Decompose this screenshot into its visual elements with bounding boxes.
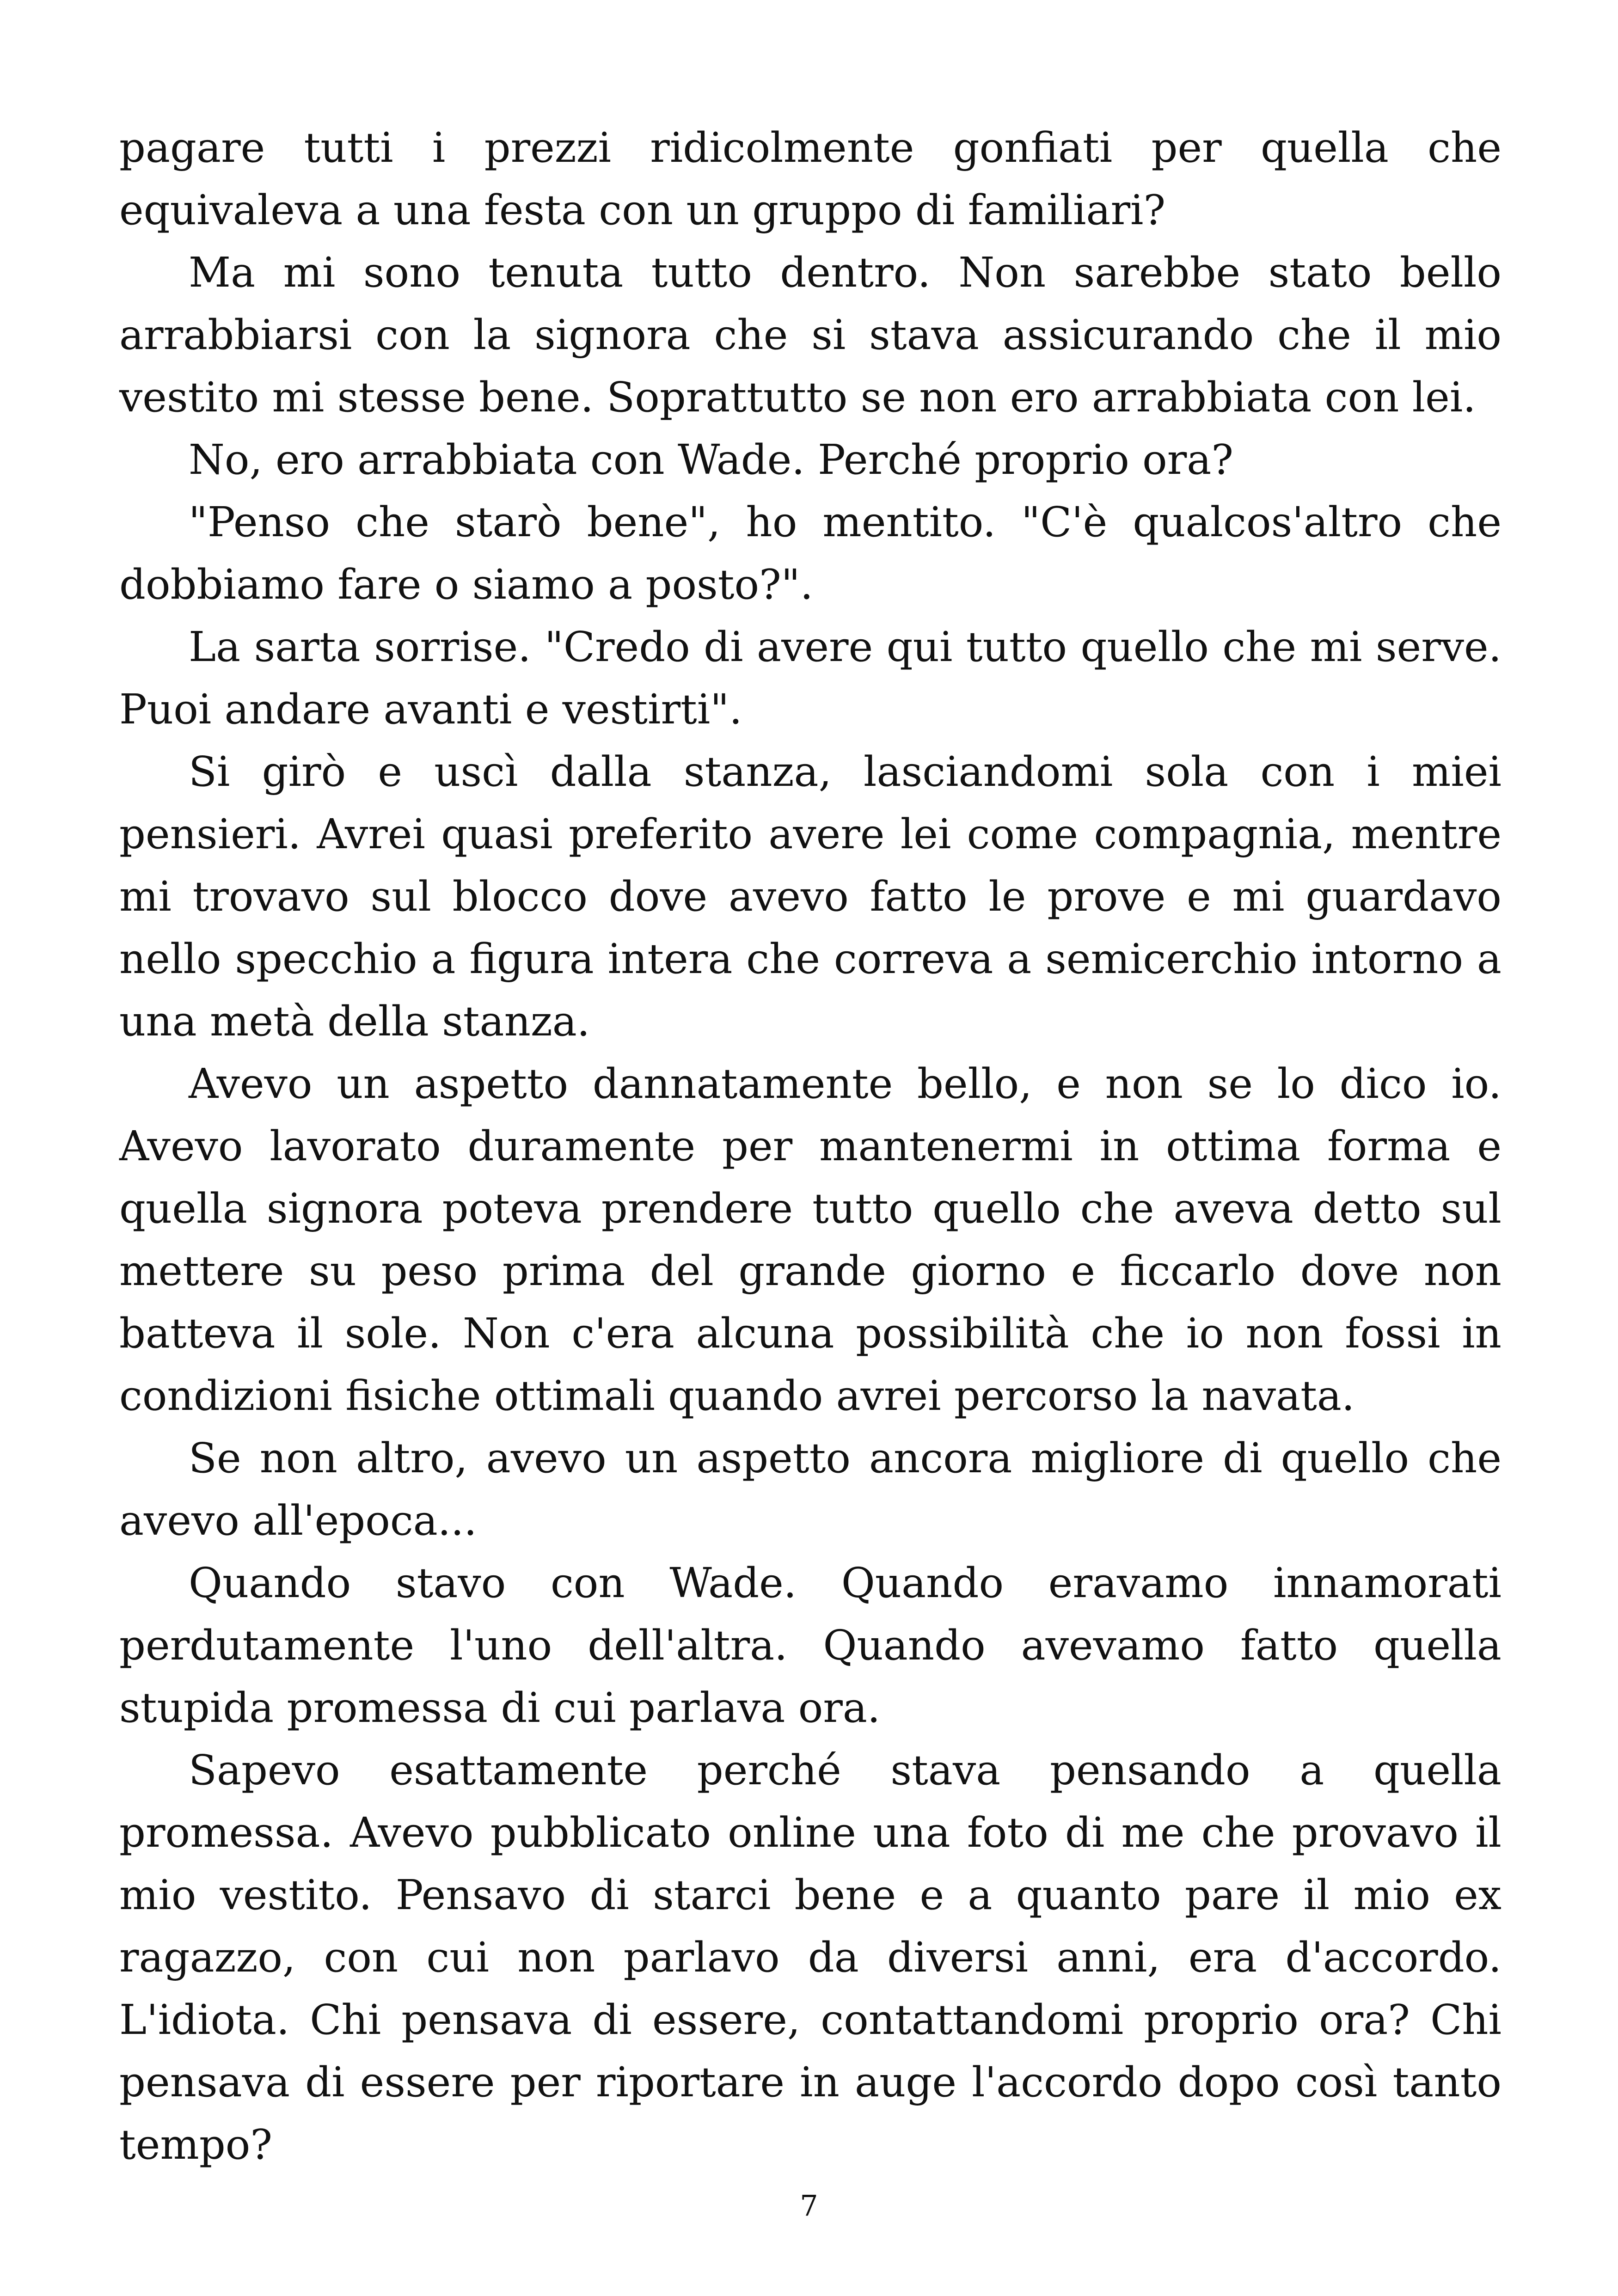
- paragraph-1: pagare tutti i prezzi ridicolmente gonfiati per quella che equivaleva a una festa con un gruppo di familiari?: [119, 123, 1502, 234]
- paragraph-9: Quando stavo con Wade. Quando eravamo innamorati perdutamente l'uno dell'altra. Quando avevamo fatto quella stupida promessa di cui parlava ora.: [119, 1559, 1502, 1732]
- paragraph-2: Ma mi sono tenuta tutto dentro. Non sarebbe stato bello arrabbiarsi con la signora che si stava assicurando che il mio vestito mi stesse bene. Soprattutto se non ero arrabbiata con lei.: [119, 248, 1502, 421]
- paragraph-5: La sarta sorrise. "Credo di avere qui tutto quello che mi serve. Puoi andare avanti e vestirti".: [119, 623, 1502, 733]
- paragraph-10: Sapevo esattamente perché stava pensando a quella promessa. Avevo pubblicato online una foto di me che provavo il mio vestito. Pensavo di starci bene e a quanto pare il mio ex ragazzo, con cui non parlavo da diversi anni, era d'accordo. L'idiota. Chi pensava di essere, contattandomi proprio ora? Chi pensava di essere per riportare in auge l'accordo dopo così tanto tempo?: [119, 1746, 1502, 2168]
- paragraph-3: No, ero arrabbiata con Wade. Perché proprio ora?: [189, 435, 1234, 484]
- paragraph-4: "Penso che starò bene", ho mentito. "C'è qualcos'altro che dobbiamo fare o siamo a posto?".: [119, 498, 1502, 608]
- page-number: 7: [800, 2189, 818, 2223]
- paragraph-7: Avevo un aspetto dannatamente bello, e non se lo dico io. Avevo lavorato duramente per mantenermi in ottima forma e quella signora poteva prendere tutto quello che aveva detto sul mettere su peso prima del grande giorno e ficcarlo dove non batteva il sole. Non c'era alcuna possibilità che io non fossi in condizioni fisiche ottimali quando avrei percorso la navata.: [119, 1059, 1502, 1420]
- body-text: [119, 116, 1502, 2176]
- paragraph-6: Si girò e uscì dalla stanza, lasciandomi sola con i miei pensieri. Avrei quasi preferito avere lei come compagnia, mentre mi trovavo sul blocco dove avevo fatto le prove e mi guardavo nello specchio a figura intera che correva a semicerchio intorno a una metà della stanza.: [119, 747, 1502, 1045]
- paragraph-8: Se non altro, avevo un aspetto ancora migliore di quello che avevo all'epoca...: [119, 1434, 1502, 1544]
